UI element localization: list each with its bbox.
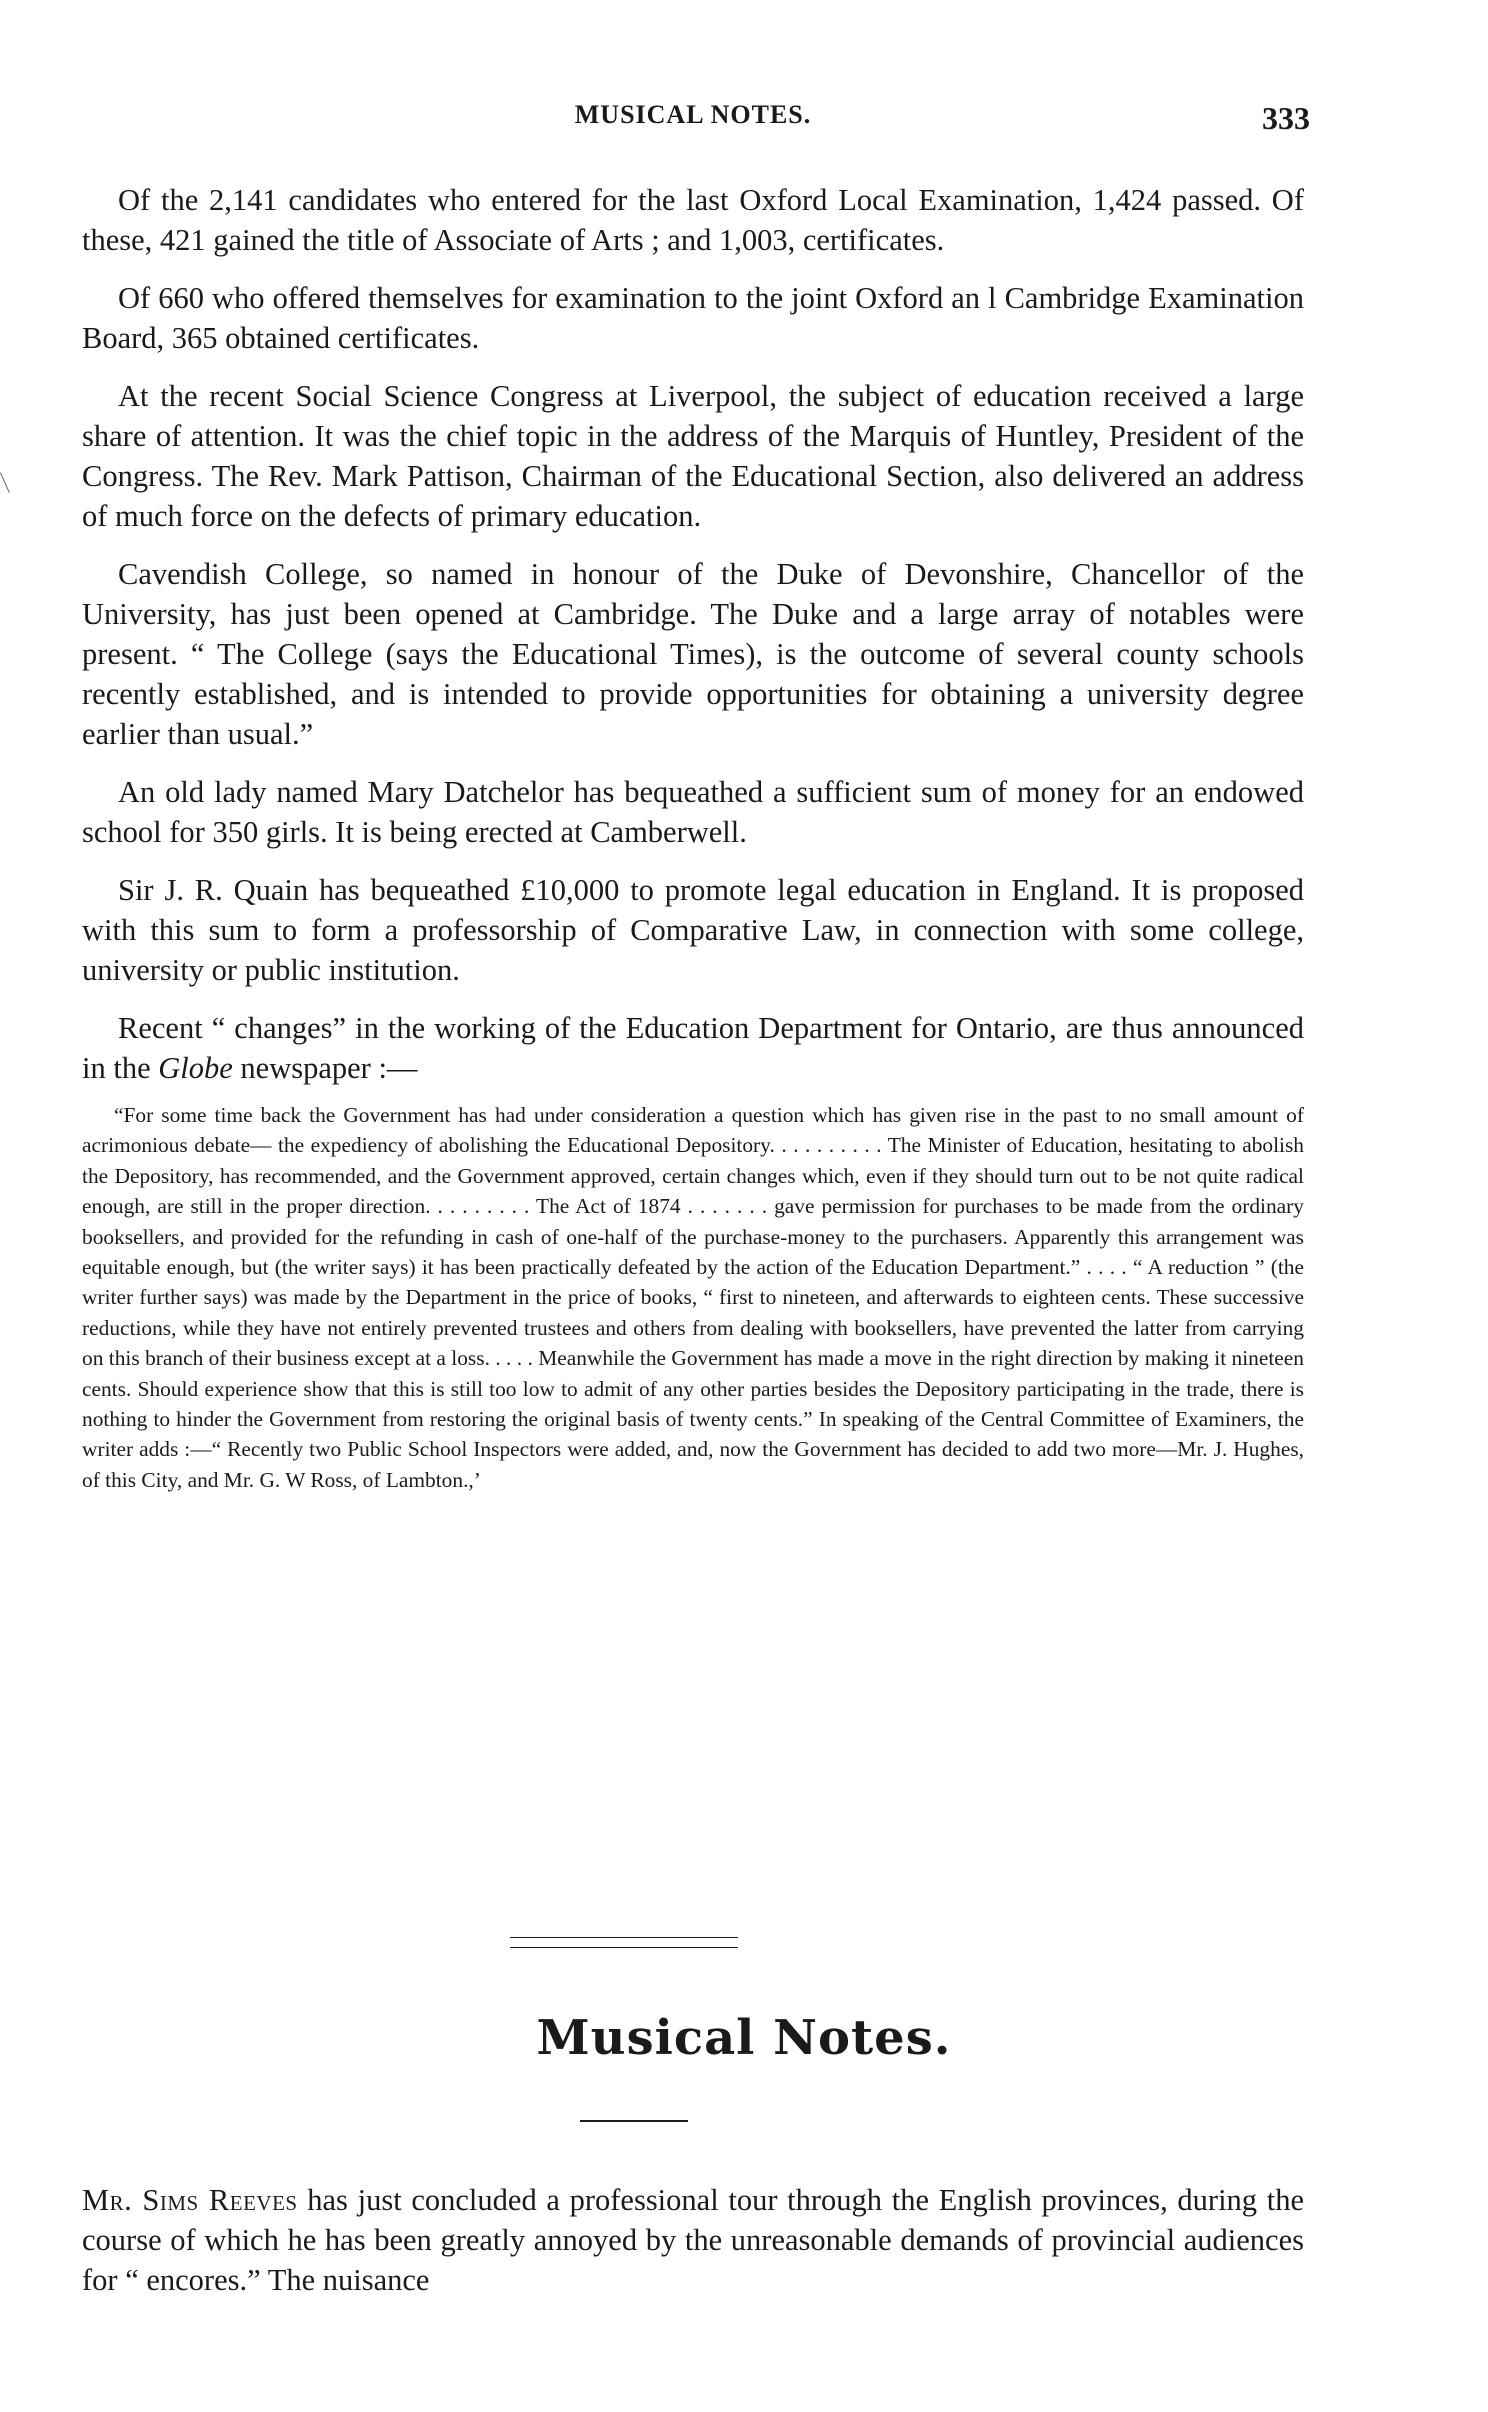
sims-reeves-text: has just concluded a professional tour through the English provinces, during the course of which he has been greatly annoyed by the unreasonable demands of provincial audiences for “ encores.” The nuisance	[82, 2183, 1304, 2297]
margin-mark	[0, 469, 17, 493]
heading-rule	[580, 2120, 688, 2122]
paragraph-sims-reeves	[82, 2180, 1304, 2300]
paragraph-cavendish-college: Cavendish College, so named in honour of the Duke of Devonshire, Chancellor of the University, has just been opened at Cambridge. The Duke and a large array of notables were present. “ The College (says the Educational Times), is the outcome of several county schools recently established, and is intended to provide opportunities for obtaining a university degree earlier than usual.”	[82, 557, 1304, 751]
ontario-text-before: Recent “ changes” in the working of the Education Department for Ontario, are thus announced in the	[82, 1011, 1304, 1085]
paragraph-joint-board: Of 660 who offered themselves for examination to the joint Oxford an l Cambridge Examination Board, 365 obtained certificates.	[82, 281, 1304, 355]
paragraph-ontario	[82, 1008, 1304, 1088]
page-number: 333	[1262, 100, 1310, 136]
section-divider	[510, 1937, 738, 1961]
running-title: MUSICAL NOTES.	[574, 100, 812, 129]
quoted-extract: “For some time back the Government has had under consideration a question which has given rise in the past to no small amount of acrimonious debate— the expediency of abolishing the Educational Depository. . . . . . . . . . The Minister of Education, hesitating to abolish the Depository, has recommended, and the Government approved, certain changes which, even if they should turn out to be not quite radical enough, are still in the proper direction. . . . . . . . . The Act of 1874 . . . . . . . gave permission for purchases to be made from the ordinary booksellers, and provided for the refunding in cash of one-half of the purchase-money to the purchasers. Apparently this arrangement was equitable enough, but (the writer says) it has been practically defeated by the action of the Education Department.” . . . . “ A reduction ” (the writer further says) was made by the Department in the price of books, “ first to nineteen, and afterwards to eighteen cents. These successive reductions, while they have not entirely prevented trustees and others from dealing with booksellers, have prevented the latter from carrying on this branch of their business except at a loss. . . . . Meanwhile the Government has made a move in the right direction by making it nineteen cents. Should experience show that this is still too low to admit of any other parties besides the Depository participating in the trade, there is nothing to hinder the Government from restoring the original basis of twenty cents.” In speaking of the Central Committee of Examiners, the writer adds :—“ Recently two Public School Inspectors were added, and, now the Government has decided to add two more—Mr. J. Hughes, of this City, and Mr. G. W Ross, of Lambton.,’	[82, 1103, 1304, 1492]
ontario-text-after: newspaper :—	[232, 1051, 418, 1085]
section-heading: Musical Notes.	[536, 2010, 952, 2066]
newspaper-name: Globe	[158, 1051, 233, 1085]
person-name: Mr. Sims Reeves	[82, 2183, 298, 2217]
paragraph-oxford-local: Of the 2,141 candidates who entered for the last Oxford Local Examination, 1,424 passed. Of these, 421 gained the title of Associate of Arts ; and 1,003, certificates.	[82, 183, 1304, 257]
divider-line-bottom	[510, 1947, 738, 1948]
paragraph-datchelor: An old lady named Mary Datchelor has bequeathed a sufficient sum of money for an endowed school for 350 girls. It is being erected at Camberwell.	[82, 775, 1304, 849]
divider-line-top	[510, 1937, 738, 1938]
paragraph-quain: Sir J. R. Quain has bequeathed £10,000 to promote legal education in England. It is proposed with this sum to form a professorship of Comparative Law, in connection with some college, university or public institution.	[82, 873, 1304, 987]
main-text	[82, 180, 1304, 1495]
paragraph-social-science: At the recent Social Science Congress at Liverpool, the subject of education received a large share of attention. It was the chief topic in the address of the Marquis of Huntley, President of the Congress. The Rev. Mark Pattison, Chairman of the Educational Section, also delivered an address of much force on the defects of primary education.	[82, 379, 1304, 533]
running-header	[82, 100, 1310, 140]
